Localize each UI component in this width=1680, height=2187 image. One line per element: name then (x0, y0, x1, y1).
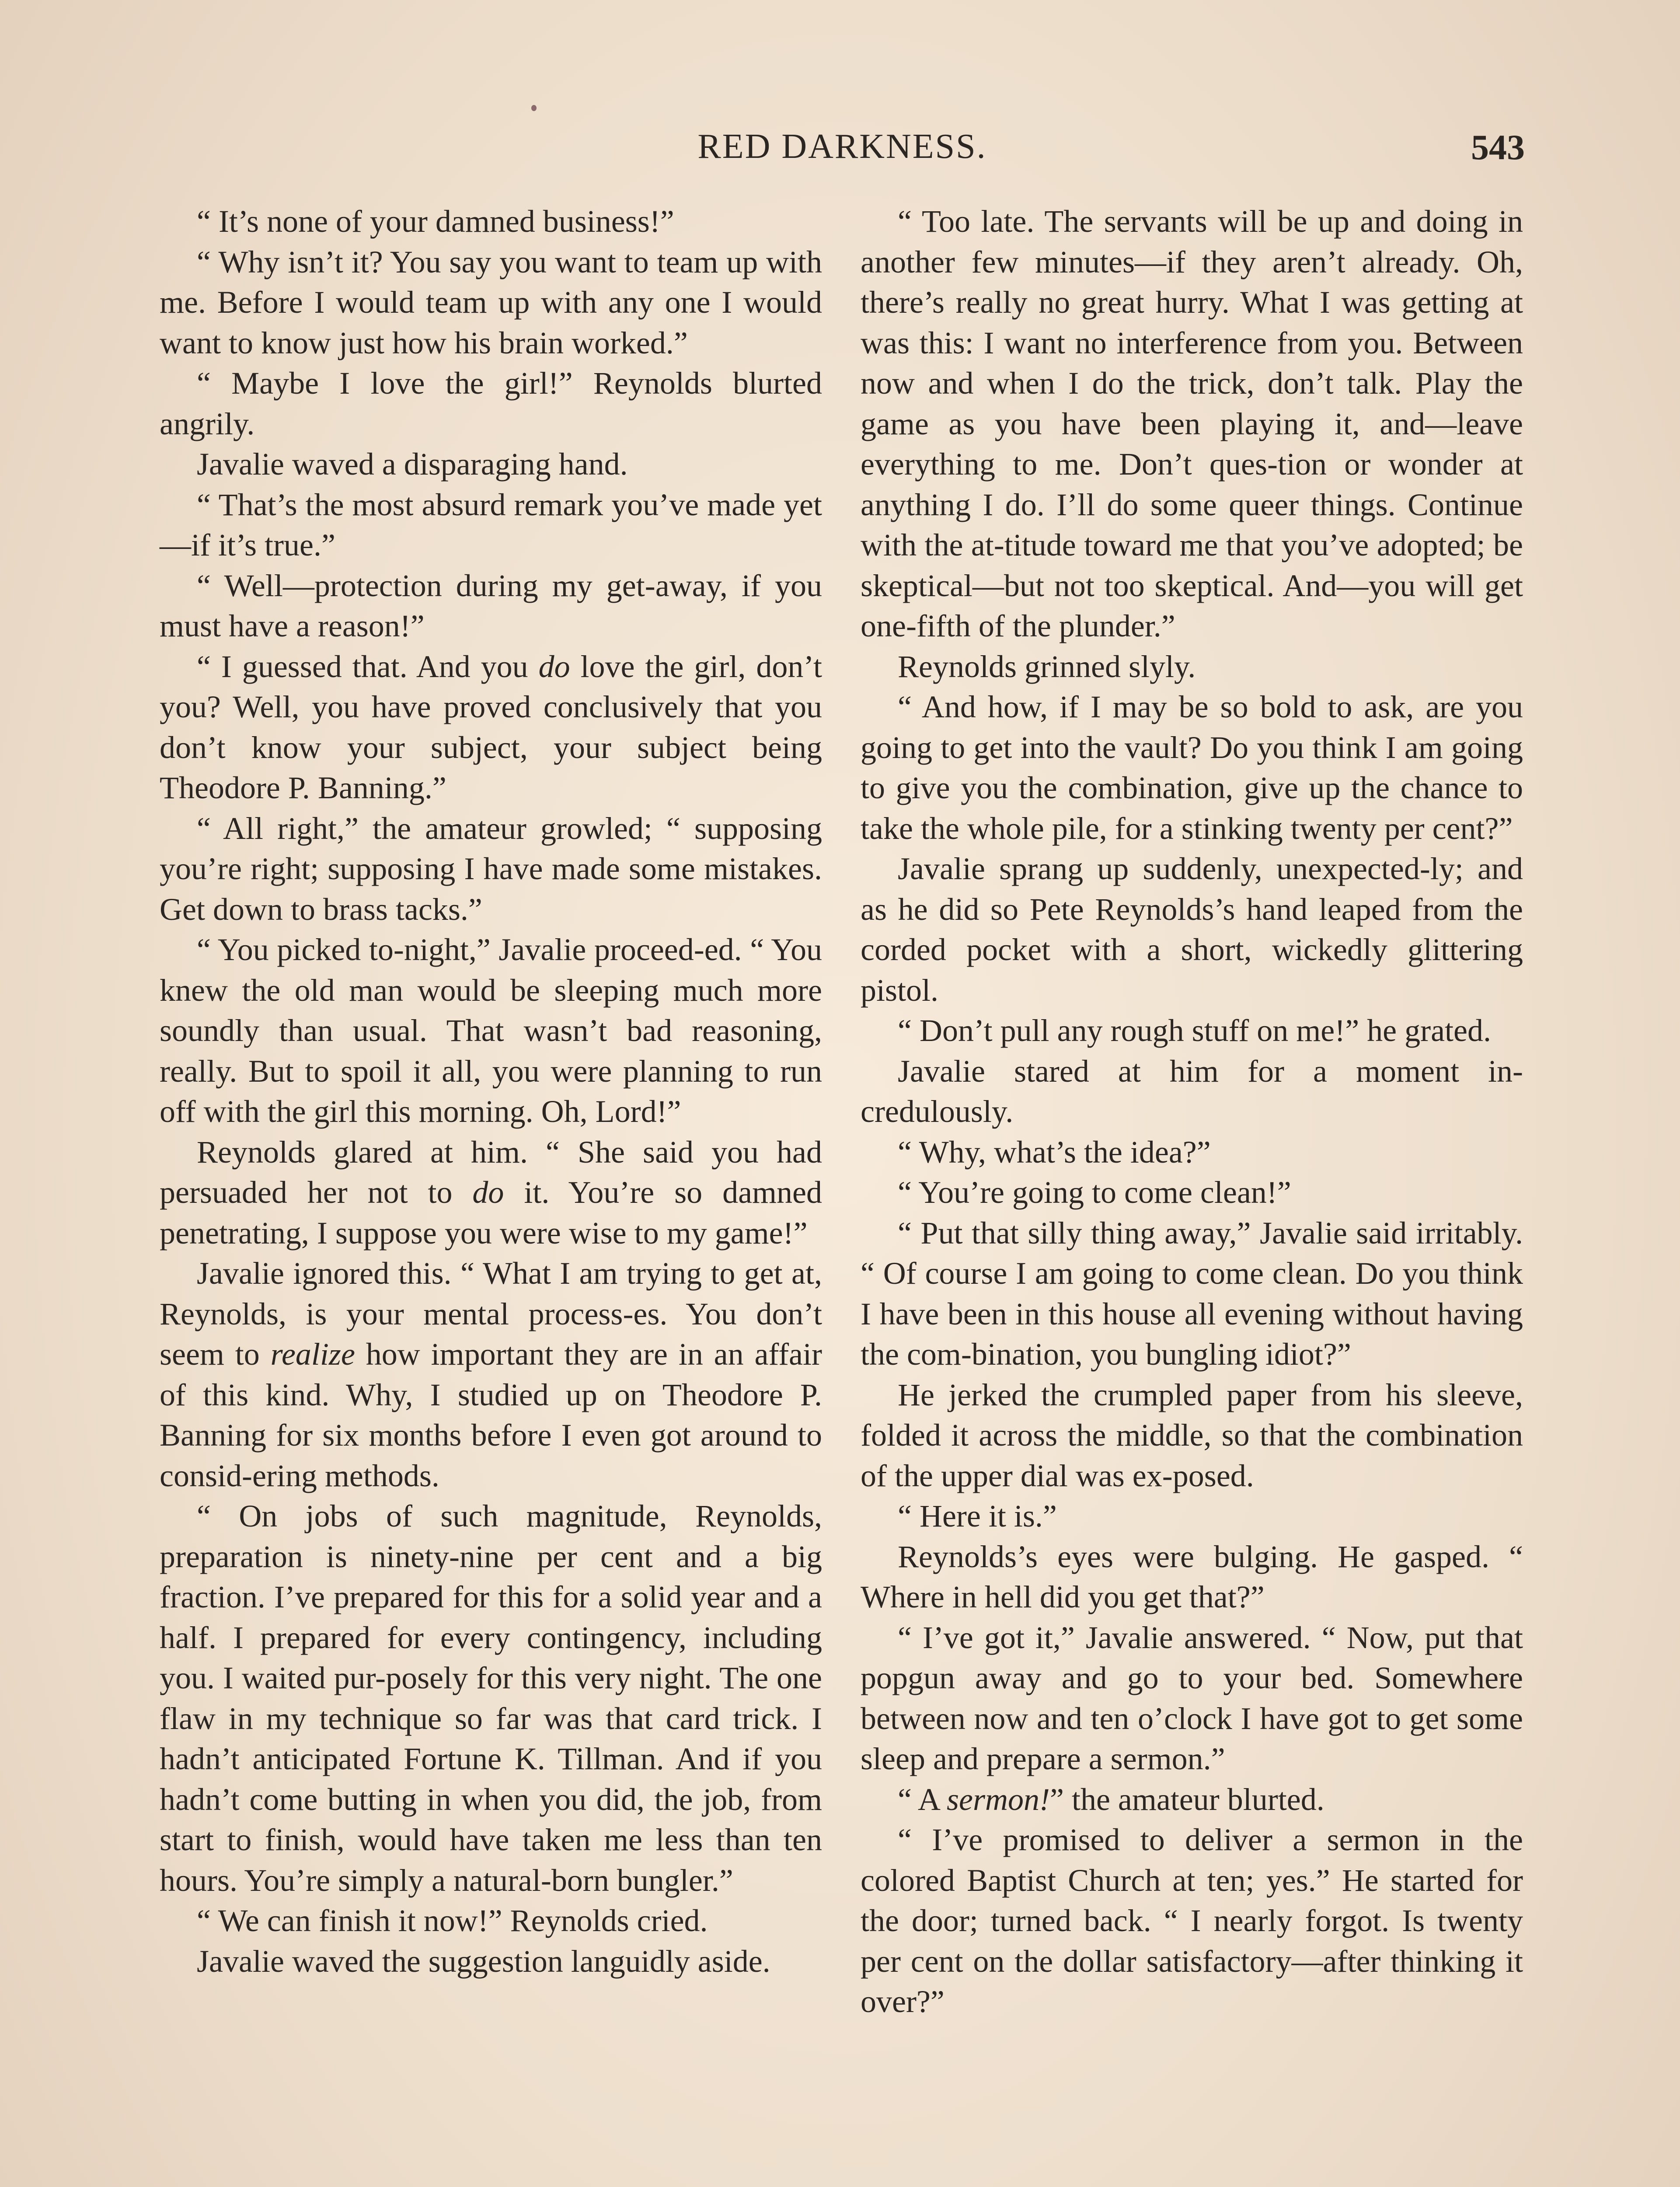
paragraph: “ That’s the most absurd remark you’ve made yet—if it’s true.” (160, 487, 822, 562)
paragraph: “ All right,” the amateur growled; “ supposing you’re right; supposing I have made some mistakes. Get down to brass tacks.” (160, 811, 822, 927)
paragraph: “ And how, if I may be so bold to ask, are you going to get into the vault? Do you think I am going to give you the combination, give up the chance to take the whole pile, for a stinking twenty per cent?” (861, 689, 1523, 846)
paragraph: He jerked the crumpled paper from his sleeve, folded it across the middle, so that the combination of the upper dial was ex-posed. (861, 1377, 1523, 1493)
paragraph: “ Why isn’t it? You say you want to team up with me. Before I would team up with any one I would want to know just how his brain worked.” (160, 244, 822, 360)
paragraph: “ Too late. The servants will be up and doing in another few minutes—if they aren’t already. Oh, there’s really no great hurry. What I was getting at was this: I want no interference from you. Between now and when I do the trick, don’t talk. Play the game as you have been playing it, and—leave everything to me. Don’t ques-tion or wonder at anything I do. I’ll do some queer things. Continue with the at-titude toward me that you’ve adopted; be skeptical—but not too skeptical. And—you will get one-fifth of the plunder.” (861, 204, 1523, 643)
paragraph: “ I guessed that. And you do love the girl, don’t you? Well, you have proved conclusively that you don’t know your subject, your subject being Theodore P. Banning.” (160, 649, 822, 805)
right-text-column (861, 201, 1523, 2022)
paragraph: Reynolds glared at him. “ She said you had persuaded her not to do it. You’re so damned penetrating, I suppose you were wise to my game!” (160, 1134, 823, 1251)
paragraph: “ You picked to-night,” Javalie proceed-ed. “ You knew the old man would be sleeping much more soundly than usual. That wasn’t bad reasoning, really. But to spoil it all, you were planning to run off with the girl this morning. Oh, Lord!” (160, 932, 822, 1129)
paragraph: “ Well—protection during my get-away, if you must have a reason!” (160, 568, 822, 643)
paragraph: “ Why, what’s the idea?” (898, 1134, 1211, 1170)
paragraph: “ Put that silly thing away,” Javalie said irritably. “ Of course I am going to come clean. Do you think I have been in this house all evening without having the com-bination, you bungling idiot?” (861, 1215, 1523, 1372)
paragraph: Javalie ignored this. “ What I am trying to get at, Reynolds, is your mental process-es. You don’t seem to realize how important they are in an affair of this kind. Why, I studied up on Theodore P. Banning for six months before I even got around to consid-ering methods. (160, 1256, 822, 1493)
paragraph: “ You’re going to come clean!” (898, 1175, 1291, 1210)
paragraph: “ On jobs of such magnitude, Reynolds, preparation is ninety-nine per cent and a big fraction. I’ve prepared for this for a solid year and a half. I prepared for every contingency, including you. I waited pur-posely for this very night. The one flaw in my technique so far was that card trick. I hadn’t anticipated Fortune K. Tillman. And if you hadn’t come butting in when you did, the job, from start to finish, would have taken me less than ten hours. You’re simply a natural-born bungler.” (160, 1499, 822, 1898)
paragraph: “ Don’t pull any rough stuff on me!” he grated. (898, 1013, 1491, 1048)
paragraph: “ Here it is.” (898, 1499, 1057, 1534)
paragraph: “ I’ve promised to deliver a sermon in the colored Baptist Church at ten; yes.” He started for the door; turned back. “ I nearly forgot. Is twenty per cent on the dollar satisfactory—after thinking it over?” (861, 1822, 1523, 2019)
paragraph: “ Maybe I love the girl!” Reynolds blurted angrily. (160, 366, 822, 441)
paragraph: Javalie sprang up suddenly, unexpected-ly; and as he did so Pete Reynolds’s hand leaped from the corded pocket with a short, wickedly glittering pistol. (861, 851, 1523, 1008)
paragraph: “ We can finish it now!” Reynolds cried. (197, 1903, 708, 1938)
paragraph: “ I’ve got it,” Javalie answered. “ Now, put that popgun away and go to your bed. Somewhere between now and ten o’clock I have got to get some sleep and prepare a sermon.” (861, 1620, 1523, 1776)
page-number: 543 (1471, 127, 1525, 167)
paragraph: Reynolds’s eyes were bulging. He gasped. “ Where in hell did you get that?” (861, 1539, 1523, 1614)
left-text-column (160, 201, 822, 1981)
paragraph: Javalie waved the suggestion languidly aside. (197, 1943, 770, 1979)
paragraph: Javalie stared at him for a moment in-credulously. (861, 1053, 1523, 1129)
ink-speck (531, 105, 537, 111)
running-title: RED DARKNESS. (697, 127, 987, 166)
paragraph: Reynolds grinned slyly. (898, 649, 1196, 684)
paragraph: “ A sermon!” the amateur blurted. (898, 1782, 1324, 1817)
page-header (160, 127, 1525, 175)
paragraph: “ It’s none of your damned business!” (197, 204, 674, 239)
paragraph: Javalie waved a disparaging hand. (197, 447, 628, 482)
